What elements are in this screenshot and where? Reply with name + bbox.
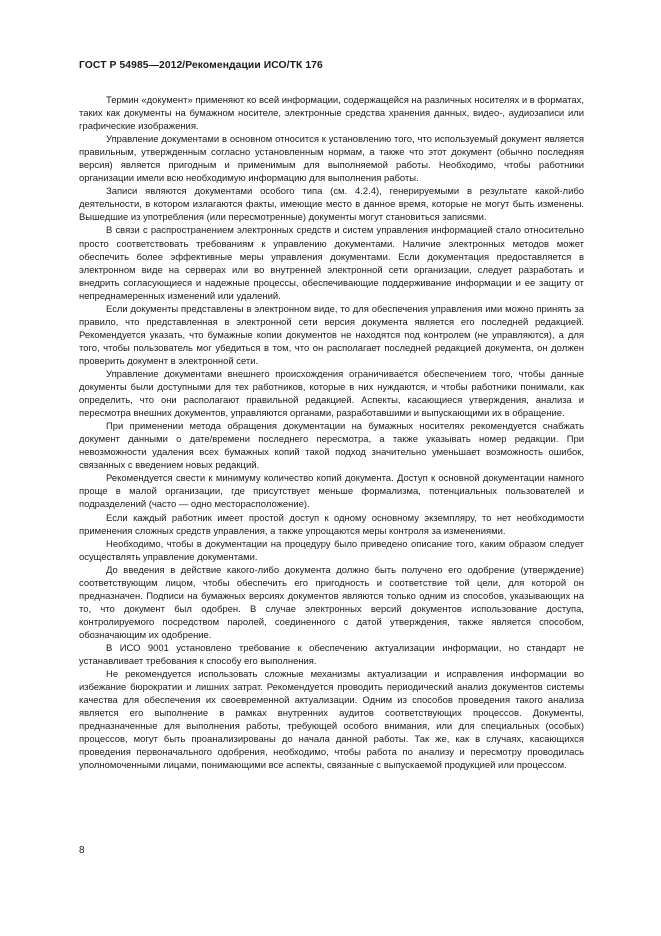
paragraph: При применении метода обращения документации на бумажных носителях рекомендуется снабжать документ данными о дате/времени последнего пересмотра, а также указывать номер редакции. При невозможности удаления всех бумажных копий такой подход значительно уменьшает возможность ошибок, связанных с введением новых редакций. [79,421,584,472]
paragraph: Рекомендуется свести к минимуму количество копий документа. Доступ к основной документации намного проще в малой организации, где присутствует меньше формализма, потенциальных пользователей и подразделений (часто — одно месторасположение). [79,473,584,511]
paragraph: Записи являются документами особого типа (см. 4.2.4), генерируемыми в результате какой-либо деятельности, в котором излагаются факты, имеющие место в данное время, которые не могут быть изменены. Вышедшие из употребления (или пересмотренные) документы могут становиться записями. [79,186,584,224]
paragraph: В ИСО 9001 установлено требование к обеспечению актуализации информации, но стандарт не устанавливает требования к способу его выполнения. [79,642,584,668]
paragraph: Не рекомендуется использовать сложные механизмы актуализации и исправления информации во избежание бюрократии и лишних затрат. Рекомендуется проводить периодический анализ документов системы качества для обеспечения их своевременной актуализации. Одним из способов проведения такого анализа является его выполнение в рамках внутренних аудитов соответствующих процессов. Документы, предназначенные для выполнения работы, требующей особого внимания, или для специальных (особых) процессов, могут быть проанализированы до начала данной работы. Так же, как в случаях, касающихся проведения первоначального одобрения, необходимо, чтобы работа по анализу и пересмотру проводилась уполномоченными лицами, понимающими все аспекты, связанные с выпускаемой продукцией или процессом. [79,669,584,772]
body-text [79,94,584,772]
paragraph: Если каждый работник имеет простой доступ к одному основному экземпляру, то нет необходимости применения сложных средств управления, а также упрощаются меры контроля за изменениями. [79,512,584,537]
paragraph: Если документы представлены в электронном виде, то для обеспечения управления ими можно принять за правило, что представленная в электронной сети версия документа является его последней редакцией. Рекомендуется указать, что бумажные копии документов не находятся под контролем (не управляются), а для того, чтобы пользователь мог убедиться в том, что он располагает последней редакцией документа, он должен проверить документ в электронной сети. [79,303,584,367]
paragraph: Термин «документ» применяют ко всей информации, содержащейся на различных носителях и в форматах, таких как документы на бумажном носителе, электронные средства хранения данных, видео-, аудиозаписи или графические изображения. [79,95,584,133]
document-header-title: ГОСТ Р 54985—2012/Рекомендации ИСО/ТК 176 [79,60,323,71]
paragraph: До введения в действие какого-либо документа должно быть получено его одобрение (утверждение) соответствующим лицом, чтобы обеспечить его пригодность и соответствие той цели, для которой он предназначен. Подписи на бумажных версиях документов являются только одним из способов, указывающих на то, что документ был одобрен. В случае электронных версий документов использование доступа, контролируемого посредством паролей, соединенного с датой утверждения, также является способом, обозначающим их одобрение. [79,564,584,641]
paragraph: Управление документами в основном относится к установлению того, что используемый документ является правильным, утвержденным согласно установленным нормам, а также что этот документ (обычно последняя версия) является пригодным и применимым для выполняемой работы. Необходимо, чтобы работники организации имели всю необходимую информацию для выполнения работы. [79,134,584,185]
paragraph: В связи с распространением электронных средств и систем управления информацией стало относительно просто соответствовать требованиям к управлению документами. Наличие электронных методов может обеспечить более эффективные меры управления документами. Если документация предоставляется в электронном виде на серверах или во внутренней электронной сети организации, следует разработать и внедрить согласующиеся и надежные процессы, обеспечивающие поддерживание информации и ее защиту от непреднамеренных изменений или удалений. [79,225,584,302]
paragraph: Управление документами внешнего происхождения ограничивается обеспечением того, чтобы данные документы были доступными для тех работников, которые в них нуждаются, и чтобы работники понимали, как определить, что они располагают правильной редакцией. Аспекты, касающиеся утверждения, анализа и пересмотра внешних документов, управляются органами, разработавшими и выпускающими их в обращение. [79,368,584,420]
page-number: 8 [79,845,85,856]
paragraph: Необходимо, чтобы в документации на процедуру было приведено описание того, каким образом следует осуществлять управление документами. [79,538,584,563]
